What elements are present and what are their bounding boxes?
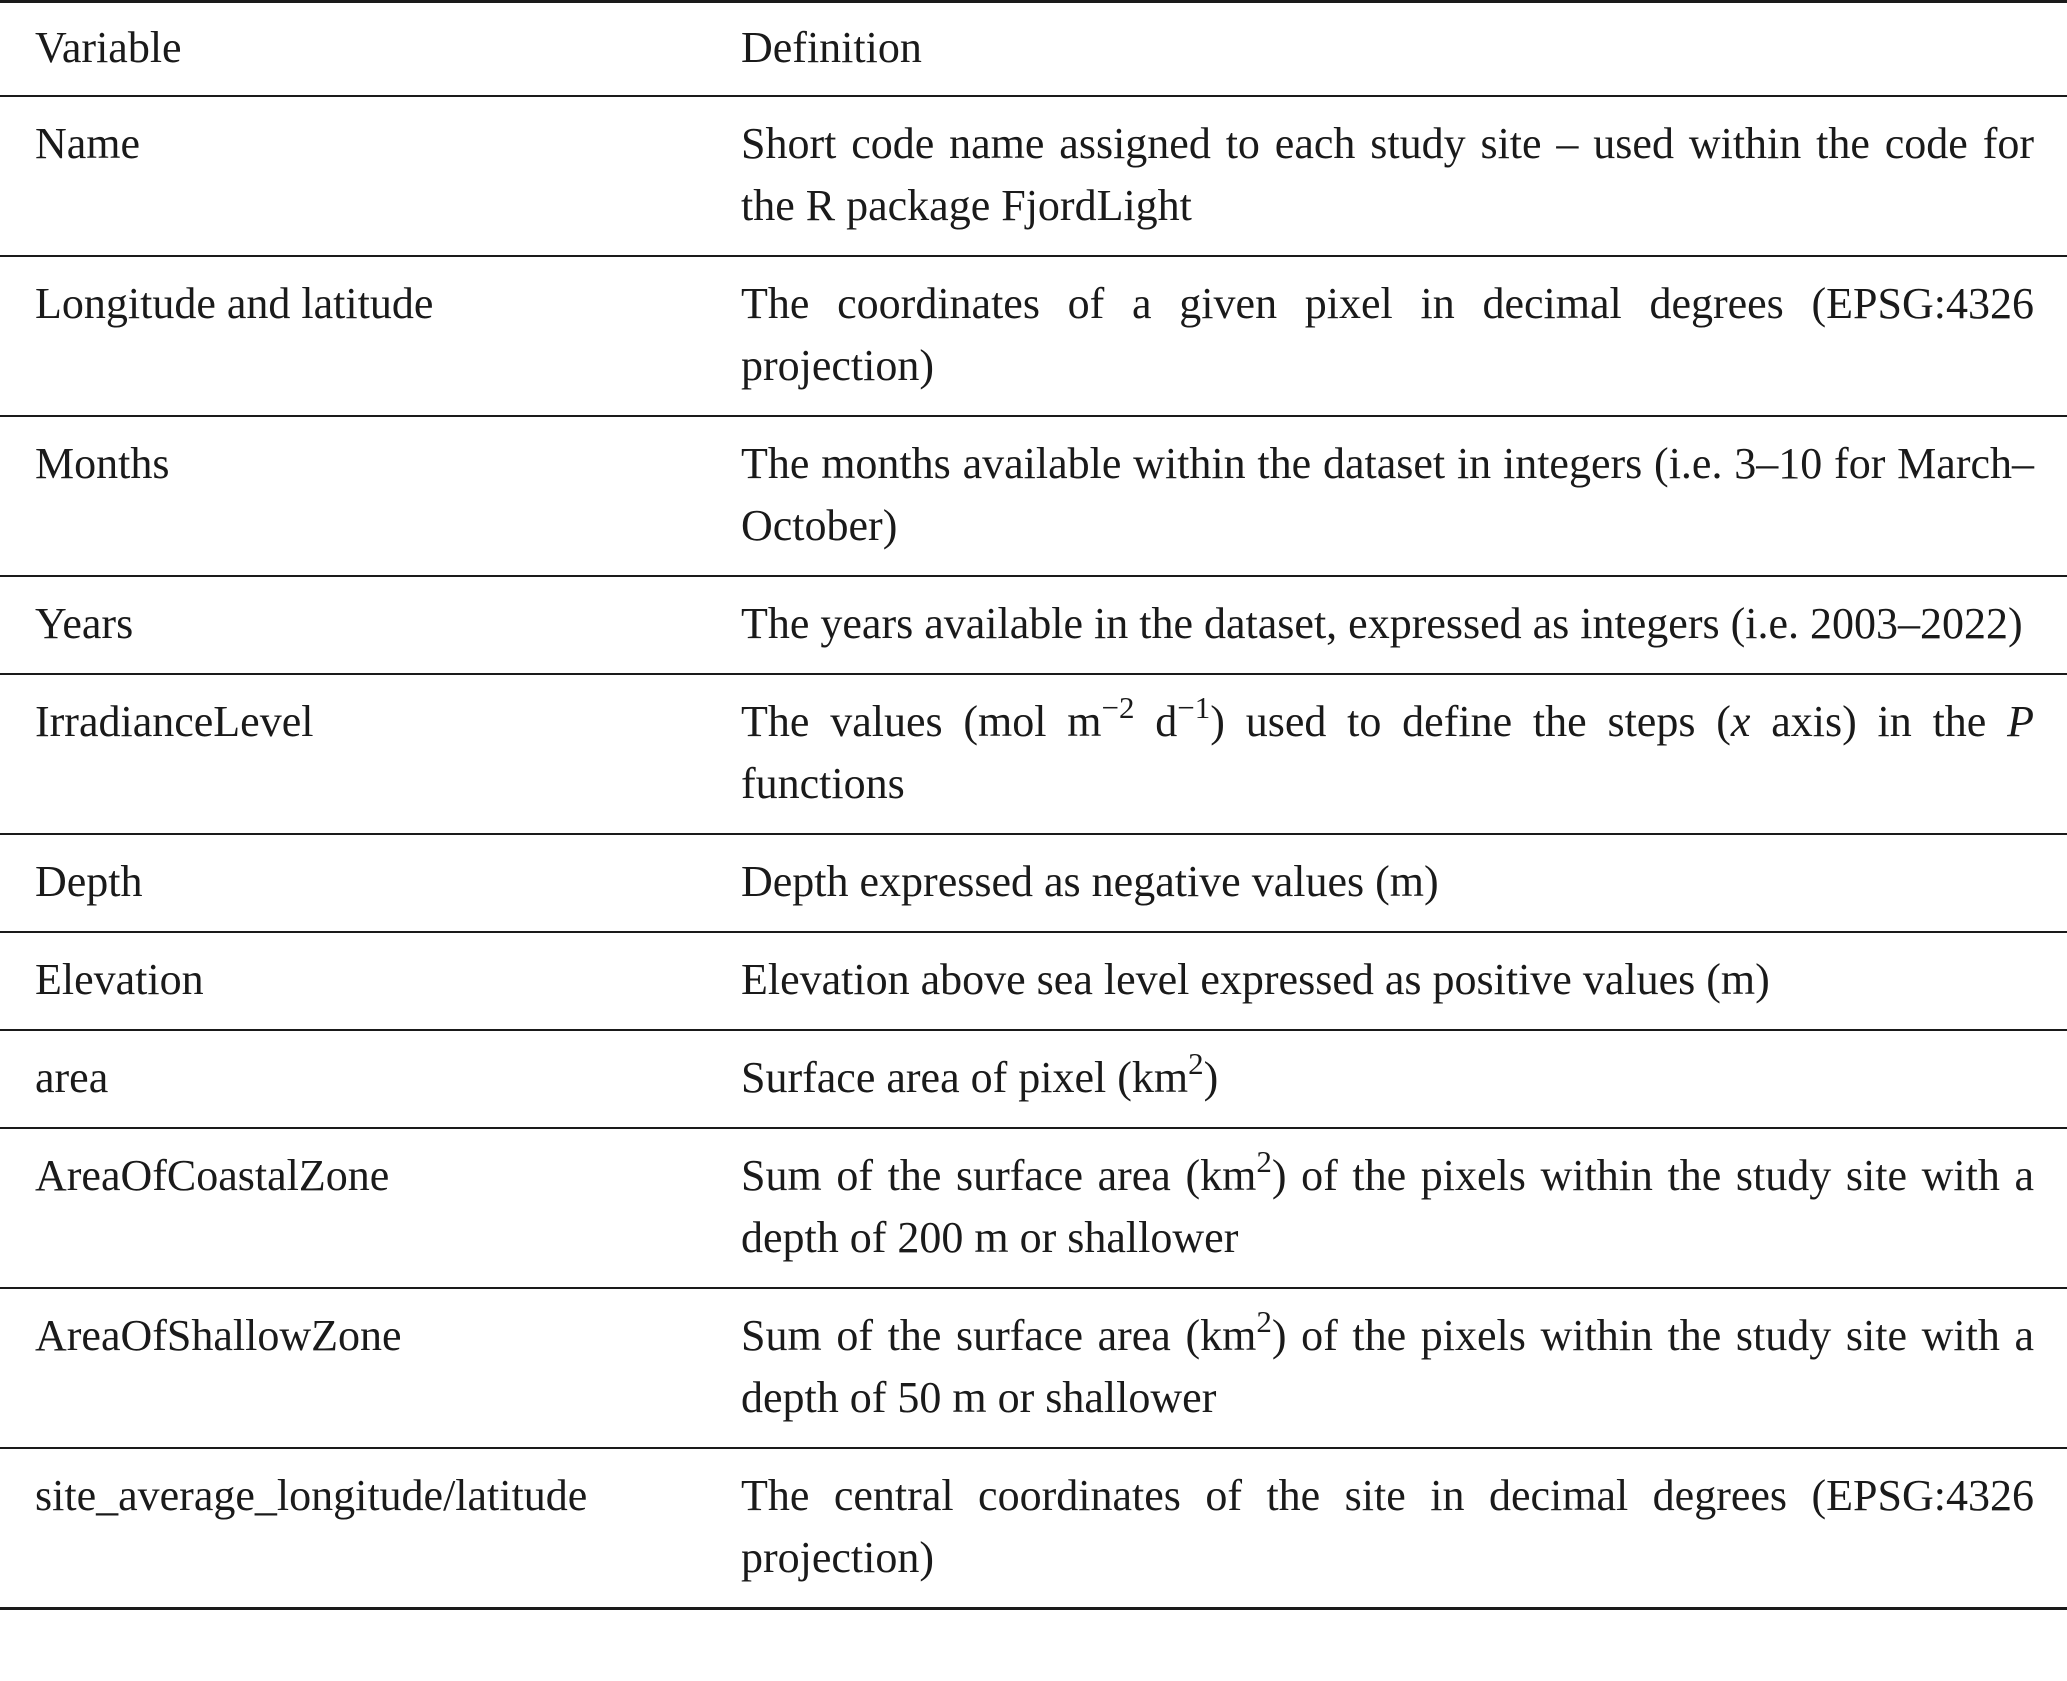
table-row <box>0 1288 2067 1448</box>
p-variable: P <box>2007 697 2035 746</box>
row-variable: area <box>35 1053 109 1102</box>
definition-text: ) used to define the steps ( <box>1210 697 1731 746</box>
table-row <box>0 1448 2067 1609</box>
row-variable: Depth <box>35 857 143 906</box>
row-definition: Elevation above sea level expressed as positive values (m) <box>741 955 1770 1004</box>
row-definition <box>741 1128 2067 1288</box>
header-row <box>0 2 2067 97</box>
table-row <box>0 932 2067 1030</box>
table-header <box>0 2 2067 97</box>
definition-text: Sum of the surface area (km <box>741 1151 1257 1200</box>
row-variable: Elevation <box>35 955 204 1004</box>
table-row <box>0 256 2067 416</box>
row-definition <box>741 1030 2067 1128</box>
row-definition: The months available within the dataset in integers (i.e. 3–10 for March–October) <box>741 439 2034 550</box>
definition-text: Sum of the surface area (km <box>741 1311 1257 1360</box>
x-variable: x <box>1730 697 1751 746</box>
table-row <box>0 1128 2067 1288</box>
row-variable: AreaOfCoastalZone <box>35 1151 390 1200</box>
row-definition <box>741 674 2067 834</box>
row-definition: The central coordinates of the site in decimal degrees (EPSG:4326 projection) <box>741 1471 2034 1582</box>
row-variable: Years <box>35 599 134 648</box>
header-definition: Definition <box>741 23 922 72</box>
table-row <box>0 576 2067 674</box>
definition-text: Surface area of pixel (km <box>741 1053 1189 1102</box>
definition-text: d <box>1134 697 1178 746</box>
exponent: 2 <box>1188 1046 1204 1082</box>
definition-text: ) <box>1203 1053 1219 1102</box>
table-row <box>0 834 2067 932</box>
table-row <box>0 1030 2067 1128</box>
row-definition: Short code name assigned to each study site – used within the code for the R package FjordLight <box>741 119 2034 230</box>
row-definition: Depth expressed as negative values (m) <box>741 857 1439 906</box>
row-variable: IrradianceLevel <box>35 697 314 746</box>
row-variable: Months <box>35 439 170 488</box>
definition-text: ) of the pixels within the study site with a depth of 200 m or shallower <box>741 1151 2034 1262</box>
exponent: 2 <box>1256 1144 1272 1180</box>
row-variable: Name <box>35 119 141 168</box>
table-row <box>0 674 2067 834</box>
header-variable: Variable <box>35 23 182 72</box>
row-definition: The coordinates of a given pixel in decimal degrees (EPSG:4326 projection) <box>741 279 2034 390</box>
table-body <box>0 96 2067 1609</box>
definition-text: functions <box>741 759 905 808</box>
row-definition: The years available in the dataset, expressed as integers (i.e. 2003–2022) <box>741 599 2023 648</box>
row-variable: Longitude and latitude <box>35 279 434 328</box>
exponent: 2 <box>1256 1304 1272 1340</box>
exponent: −2 <box>1101 690 1135 726</box>
row-definition <box>741 1288 2067 1448</box>
exponent: −1 <box>1177 690 1211 726</box>
row-variable: site_average_longitude/latitude <box>35 1471 588 1520</box>
definition-text: The values (mol m <box>741 697 1102 746</box>
definition-text: ) of the pixels within the study site with a depth of 50 m or shallower <box>741 1311 2034 1422</box>
row-variable: AreaOfShallowZone <box>35 1311 402 1360</box>
table-row <box>0 96 2067 256</box>
table-row <box>0 416 2067 576</box>
definition-text: axis) in the <box>1750 697 2008 746</box>
